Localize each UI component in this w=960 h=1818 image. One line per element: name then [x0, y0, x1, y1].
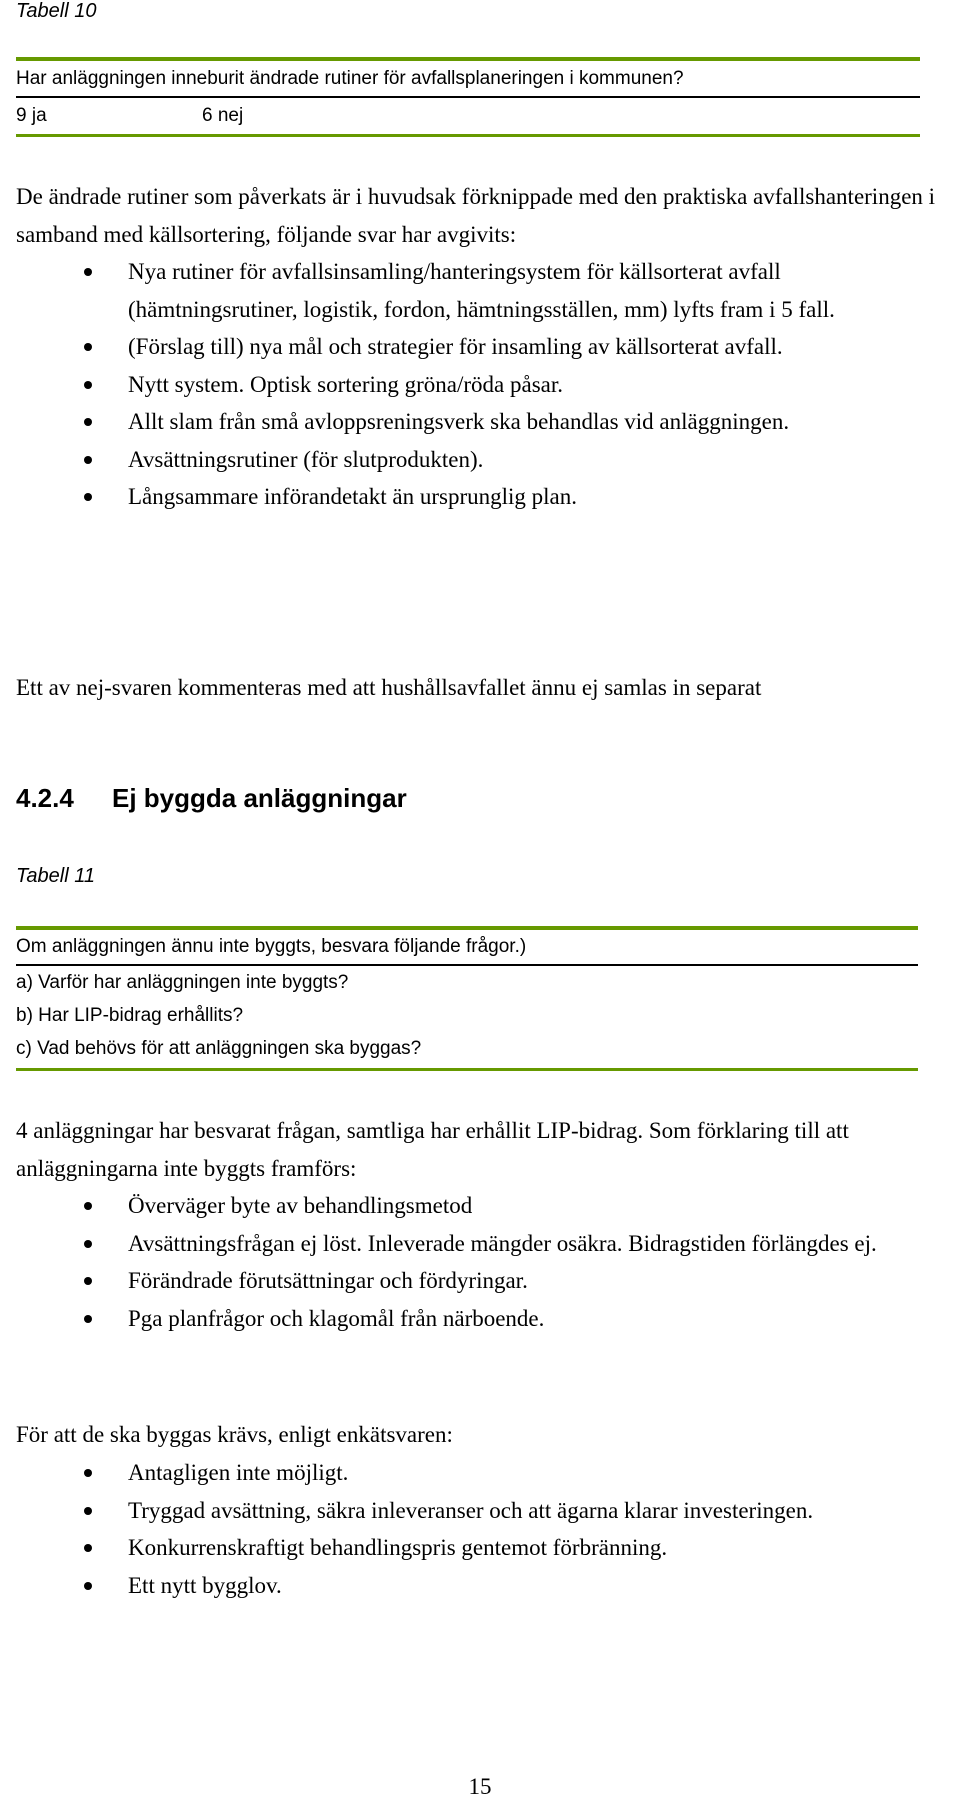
requirements-intro: För att de ska byggas krävs, enligt enkätsvaren: [16, 1422, 453, 1447]
bullet-icon [84, 1277, 92, 1285]
bullet-icon [84, 418, 92, 426]
no-answer-comment: Ett av nej-svaren kommenteras med att hushållsavfallet ännu ej samlas in separat [16, 675, 762, 700]
bullet-icon [84, 1582, 92, 1590]
bullet-icon [84, 1240, 92, 1248]
table-10-header-rule [16, 96, 920, 98]
unbuilt-explanation-paragraph: 4 anläggningar har besvarat frågan, samtliga har erhållit LIP-bidrag. Som förklaring till att anläggningarna inte byggts framförs: [16, 1118, 849, 1181]
list-item: Tryggad avsättning, säkra inleveranser och att ägarna klarar investeringen. [0, 1492, 908, 1530]
bullet-icon [84, 343, 92, 351]
section-title: Ej byggda anläggningar [112, 783, 407, 813]
bullet-icon [84, 493, 92, 501]
bullet-icon [84, 268, 92, 276]
reasons-list [0, 1187, 908, 1337]
table-10-caption: Tabell 10 [16, 0, 97, 22]
table-11-bottom-rule [16, 1068, 918, 1071]
table-11-header-rule [16, 964, 918, 966]
intro-paragraph: De ändrade rutiner som påverkats är i huvudsak förknippade med den praktiska avfallshanteringen i samband med källsortering, följande svar har avgivits: [16, 184, 936, 247]
bullet-icon [84, 381, 92, 389]
table-11-row-c: c) Vad behövs för att anläggningen ska byggas? [16, 1038, 422, 1059]
page-number: 15 [468, 1774, 492, 1799]
table-11-row-b: b) Har LIP-bidrag erhållits? [16, 1005, 244, 1026]
list-item: Allt slam från små avloppsreningsverk ska behandlas vid anläggningen. [0, 403, 908, 441]
section-number: 4.2.4 [16, 783, 74, 813]
list-item: Avsättningsrutiner (för slutprodukten). [0, 441, 908, 479]
list-item: Konkurrenskraftigt behandlingspris gentemot förbränning. [0, 1529, 908, 1567]
table-10-top-rule [16, 57, 920, 61]
table-11-row-a: a) Varför har anläggningen inte byggts? [16, 972, 349, 993]
list-item: Nytt system. Optisk sortering gröna/röda påsar. [0, 366, 908, 404]
table-10-bottom-rule [16, 134, 920, 137]
list-item: Ett nytt bygglov. [0, 1567, 908, 1605]
list-item: Antagligen inte möjligt. [0, 1454, 908, 1492]
bullet-icon [84, 1544, 92, 1552]
table-11-top-rule [16, 926, 918, 930]
changed-routines-list [0, 253, 908, 516]
list-item: Förändrade förutsättningar och fördyringar. [0, 1262, 908, 1300]
table-11-header: Om anläggningen ännu inte byggts, besvara följande frågor.) [16, 936, 527, 957]
table-10-question: Har anläggningen inneburit ändrade rutiner för avfallsplaneringen i kommunen? [16, 68, 684, 89]
requirements-list [0, 1454, 908, 1604]
list-item: Nya rutiner för avfallsinsamling/hanteringsystem för källsorterat avfall (hämtningsrutiner, logistik, fordon, hämtningsställen, mm) lyfts fram i 5 fall. [0, 253, 908, 328]
bullet-icon [84, 456, 92, 464]
bullet-icon [84, 1469, 92, 1477]
bullet-icon [84, 1202, 92, 1210]
list-item: Pga planfrågor och klagomål från närboende. [0, 1300, 908, 1338]
list-item: Överväger byte av behandlingsmetod [0, 1187, 908, 1225]
table-11-caption: Tabell 11 [16, 865, 95, 887]
bullet-icon [84, 1315, 92, 1323]
list-item: Långsammare införandetakt än ursprunglig plan. [0, 478, 908, 516]
bullet-icon [84, 1507, 92, 1515]
table-10-answer-yes: 9 ja [16, 105, 47, 126]
section-heading [16, 783, 407, 814]
list-item: (Förslag till) nya mål och strategier för insamling av källsorterat avfall. [0, 328, 908, 366]
table-10-answer-no: 6 nej [202, 105, 244, 126]
list-item: Avsättningsfrågan ej löst. Inleverade mängder osäkra. Bidragstiden förlängdes ej. [0, 1225, 908, 1263]
